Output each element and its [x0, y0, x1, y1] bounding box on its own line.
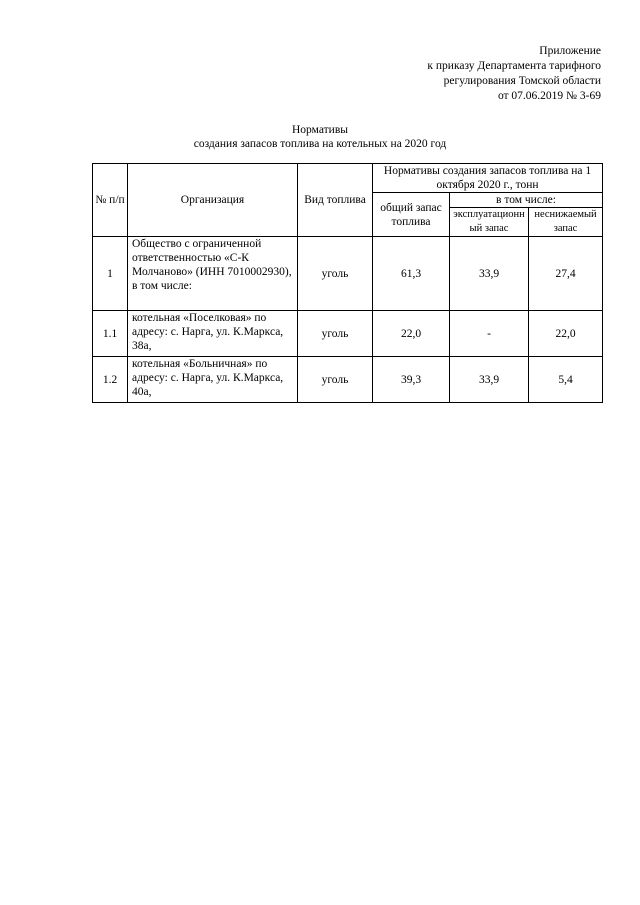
row-num: 1.1: [93, 311, 128, 357]
fuel-norms-table: [92, 163, 603, 403]
row-organization: Общество с ограниченной ответственностью «С-К Молчаново» (ИНН 7010002930), в том числе:: [128, 237, 298, 311]
row-organization: котельная «Больничная» по адресу: с. Нарга, ул. К.Маркса, 40а,: [128, 357, 298, 403]
row-fuel-type: уголь: [298, 311, 373, 357]
table-row: [93, 311, 603, 357]
row-num: 1: [93, 237, 128, 311]
row-operational-reserve: 33,9: [450, 237, 529, 311]
header-minimum-reserve: неснижаемый запас: [529, 208, 603, 237]
table-row: [93, 237, 603, 311]
row-fuel-type: уголь: [298, 357, 373, 403]
row-num: 1.2: [93, 357, 128, 403]
row-total-reserve: 39,3: [373, 357, 450, 403]
row-operational-reserve: -: [450, 311, 529, 357]
title-sub: создания запасов топлива на котельных на 2020 год: [193, 138, 447, 150]
header-norms: Нормативы создания запасов топлива на 1 октября 2020 г., тонн: [373, 164, 603, 193]
document-title: [0, 123, 640, 151]
row-total-reserve: 61,3: [373, 237, 450, 311]
row-minimum-reserve: 22,0: [529, 311, 603, 357]
row-fuel-type: уголь: [298, 237, 373, 311]
appendix-header: [427, 44, 601, 104]
row-organization: котельная «Поселковая» по адресу: с. Нарга, ул. К.Маркса, 38а,: [128, 311, 298, 357]
row-minimum-reserve: 5,4: [529, 357, 603, 403]
table-row: [93, 357, 603, 403]
appendix-order-ref: к приказу Департамента тарифного: [427, 60, 601, 72]
header-operational-reserve: эксплуатационный запас: [450, 208, 529, 237]
appendix-order-date: от 07.06.2019 № 3-69: [497, 90, 601, 102]
appendix-label: Приложение: [539, 45, 601, 57]
header-including: в том числе:: [450, 193, 603, 208]
header-num: № п/п: [93, 164, 128, 237]
table-header-row: [93, 164, 603, 193]
appendix-department: регулирования Томской области: [443, 75, 601, 87]
title-main: Нормативы: [292, 124, 348, 136]
header-fuel-type: Вид топлива: [298, 164, 373, 237]
row-minimum-reserve: 27,4: [529, 237, 603, 311]
header-total-reserve: общий запас топлива: [373, 193, 450, 237]
header-organization: Организация: [128, 164, 298, 237]
row-total-reserve: 22,0: [373, 311, 450, 357]
row-operational-reserve: 33,9: [450, 357, 529, 403]
